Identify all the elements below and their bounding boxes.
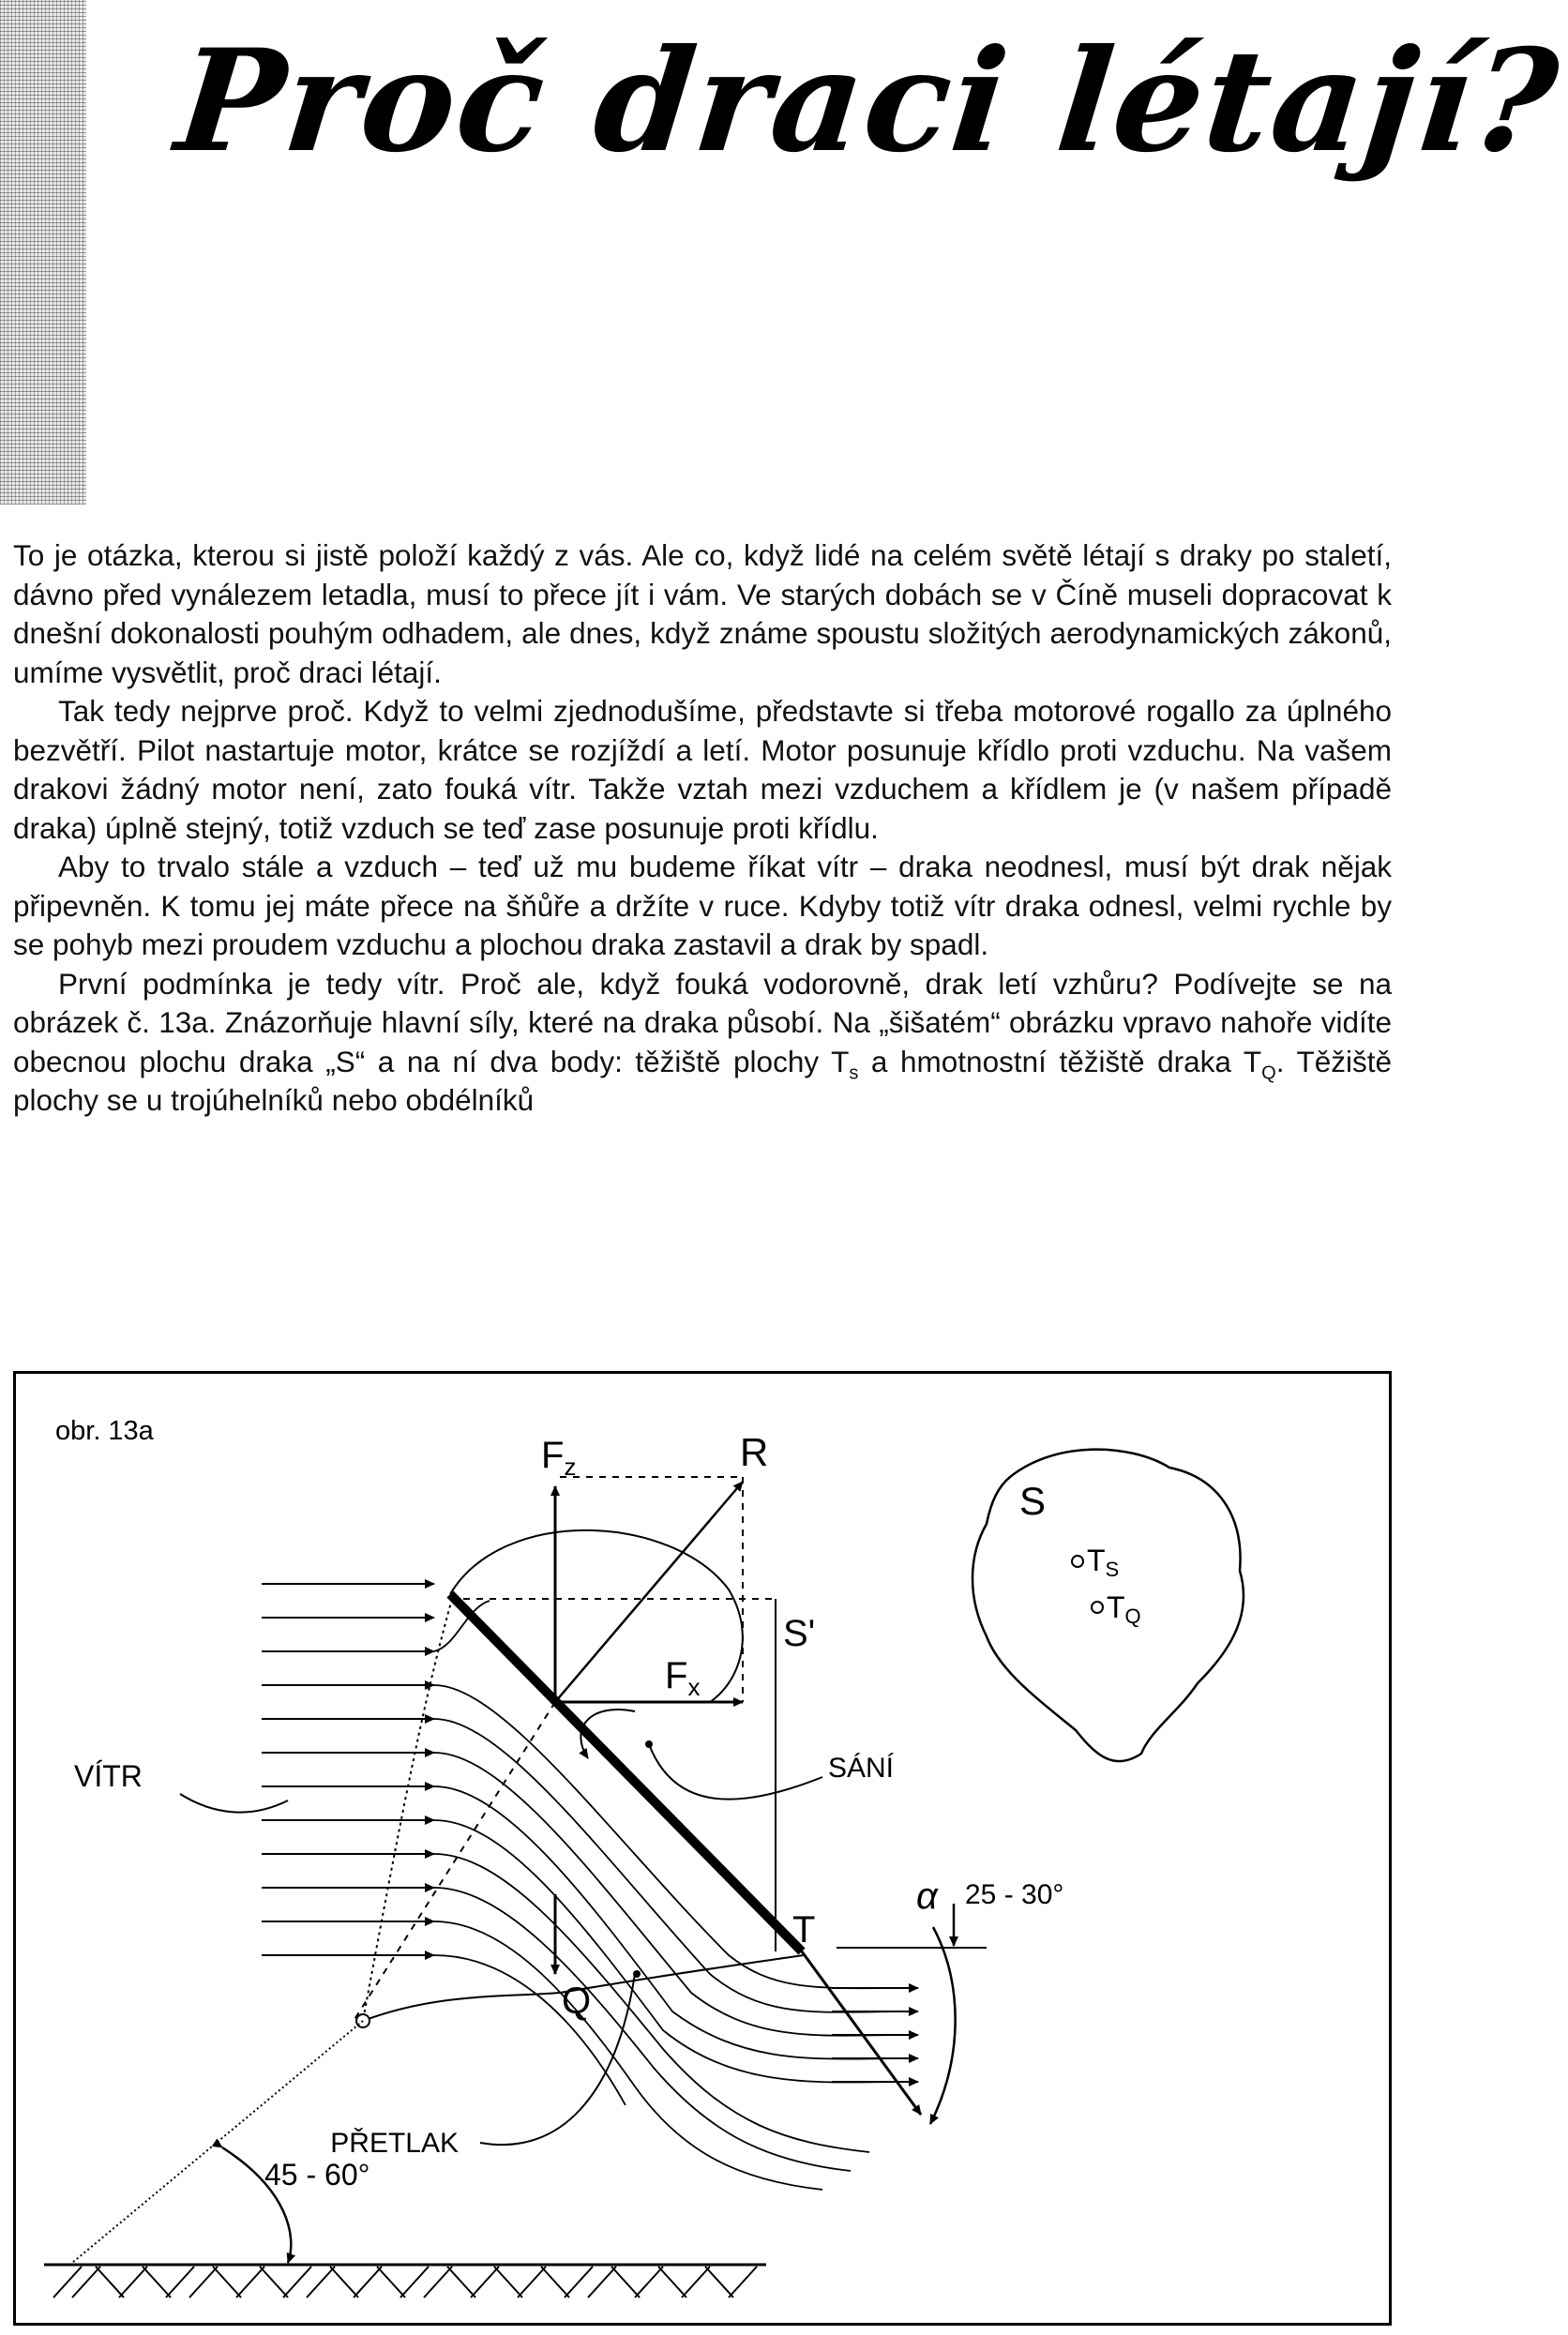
paragraph-4-end: . Těžiště plochy se u trojúhelníků nebo obdélníků	[13, 1044, 1392, 1117]
page-title: Proč draci létají?	[169, 19, 1567, 184]
ground-hatching	[53, 2267, 757, 2297]
paragraph-1: To je otázka, kterou si jistě položí každý z vás. Ale co, když lidé na celém světě létají s draky po staletí, dávno před vynálezem letadla, musí to přece jít i vám. Ve starých dobách se v Číně museli dopracovat k dnešní dokonalosti pouhým odhadem, ale dnes, když známe spoustu složitých aerodynamických zákonů, umíme vysvětlit, proč draci létají.	[13, 538, 1392, 689]
label-s-prime: S'	[783, 1613, 816, 1654]
label-tq: TQ	[1107, 1590, 1141, 1628]
sani-dot	[645, 1740, 653, 1748]
vitr-leader	[180, 1794, 288, 1813]
paragraph-4-text: První podmínka je tedy vítr. Proč ale, když fouká vodorovně, drak letí vzhůru? Podívejte se na obrázek č. 13a. Znázorňuje hlavní síly, které na draka působí. Na „šišatém“ obrázku vpravo nahoře vidíte obecnou plochu draka „S“ a na ní dva body: těžiště plochy T	[13, 966, 1392, 1078]
outgoing-flow	[832, 1988, 918, 2082]
figure-13a	[13, 1371, 1392, 2326]
tq-point	[1092, 1602, 1103, 1613]
ts-point	[1072, 1556, 1083, 1567]
wind-streamlines	[262, 1584, 434, 1955]
resultant-arrow-r	[555, 1482, 743, 1702]
kite-force-diagram	[16, 1374, 1389, 2323]
bridle-front	[363, 1599, 452, 2021]
ts-subscript: s	[849, 1062, 859, 1083]
label-fx: $F_x$	[665, 1655, 701, 1701]
tq-subscript: Q	[1261, 1062, 1276, 1083]
chord-extension	[802, 1951, 921, 2115]
label-sani: SÁNÍ	[828, 1753, 895, 1784]
label-vitr: VÍTR	[74, 1759, 143, 1793]
paragraph-2: Tak tedy nejprve proč. Když to velmi zjednodušíme, představte si třeba motorové rogallo za úplného bezvětří. Pilot nastartuje motor, krátce se rozjíždí a letí. Motor posunuje křídlo proti vzduchu. Na vašem drakovi žádný motor není, zato fouká vítr. Takže vztah mezi vzduchem a křídlem je (v našem případě draka) úplně stejný, totiž vzduch se teď zase posunuje proti křídlu.	[13, 694, 1392, 845]
pretlak-leader	[480, 1974, 635, 2145]
label-t: T	[792, 1909, 816, 1951]
attack-angle-arc	[930, 1927, 956, 2124]
label-alpha: α	[916, 1876, 938, 1917]
label-r: R	[740, 1430, 769, 1474]
figure-caption: obr. 13a	[55, 1416, 154, 1446]
kite-string	[72, 2021, 363, 2263]
decorative-side-bar	[0, 0, 86, 505]
pretlak-dot	[633, 1970, 641, 1978]
kite-surface	[450, 1594, 802, 1951]
label-string-angle: 45 - 60°	[264, 2158, 370, 2192]
paragraph-3: Aby to trvalo stále a vzduch – teď už mu budeme říkat vítr – draka neodnesl, musí být drak nějak připevněn. K tomu jej máte přece na šňůře a držíte v ruce. Kdyby totiž vítr draka odnesl, velmi rychle by se pohyb mezi proudem vzduchu a plochou draka zastavil a drak by spadl.	[13, 850, 1392, 961]
label-fz: $F_z$	[541, 1435, 577, 1481]
label-s: S	[1019, 1479, 1047, 1523]
label-alpha-range: 25 - 30°	[965, 1879, 1064, 1910]
paragraph-4-mid: a hmotnostní těžiště draka T	[858, 1044, 1262, 1078]
label-q: Q	[562, 1981, 592, 2022]
paragraph-4	[13, 965, 1392, 1121]
label-pretlak: PŘETLAK	[330, 2128, 459, 2159]
label-ts: TS	[1087, 1544, 1120, 1581]
article-text	[13, 536, 1392, 1121]
sani-leader	[649, 1744, 822, 1800]
